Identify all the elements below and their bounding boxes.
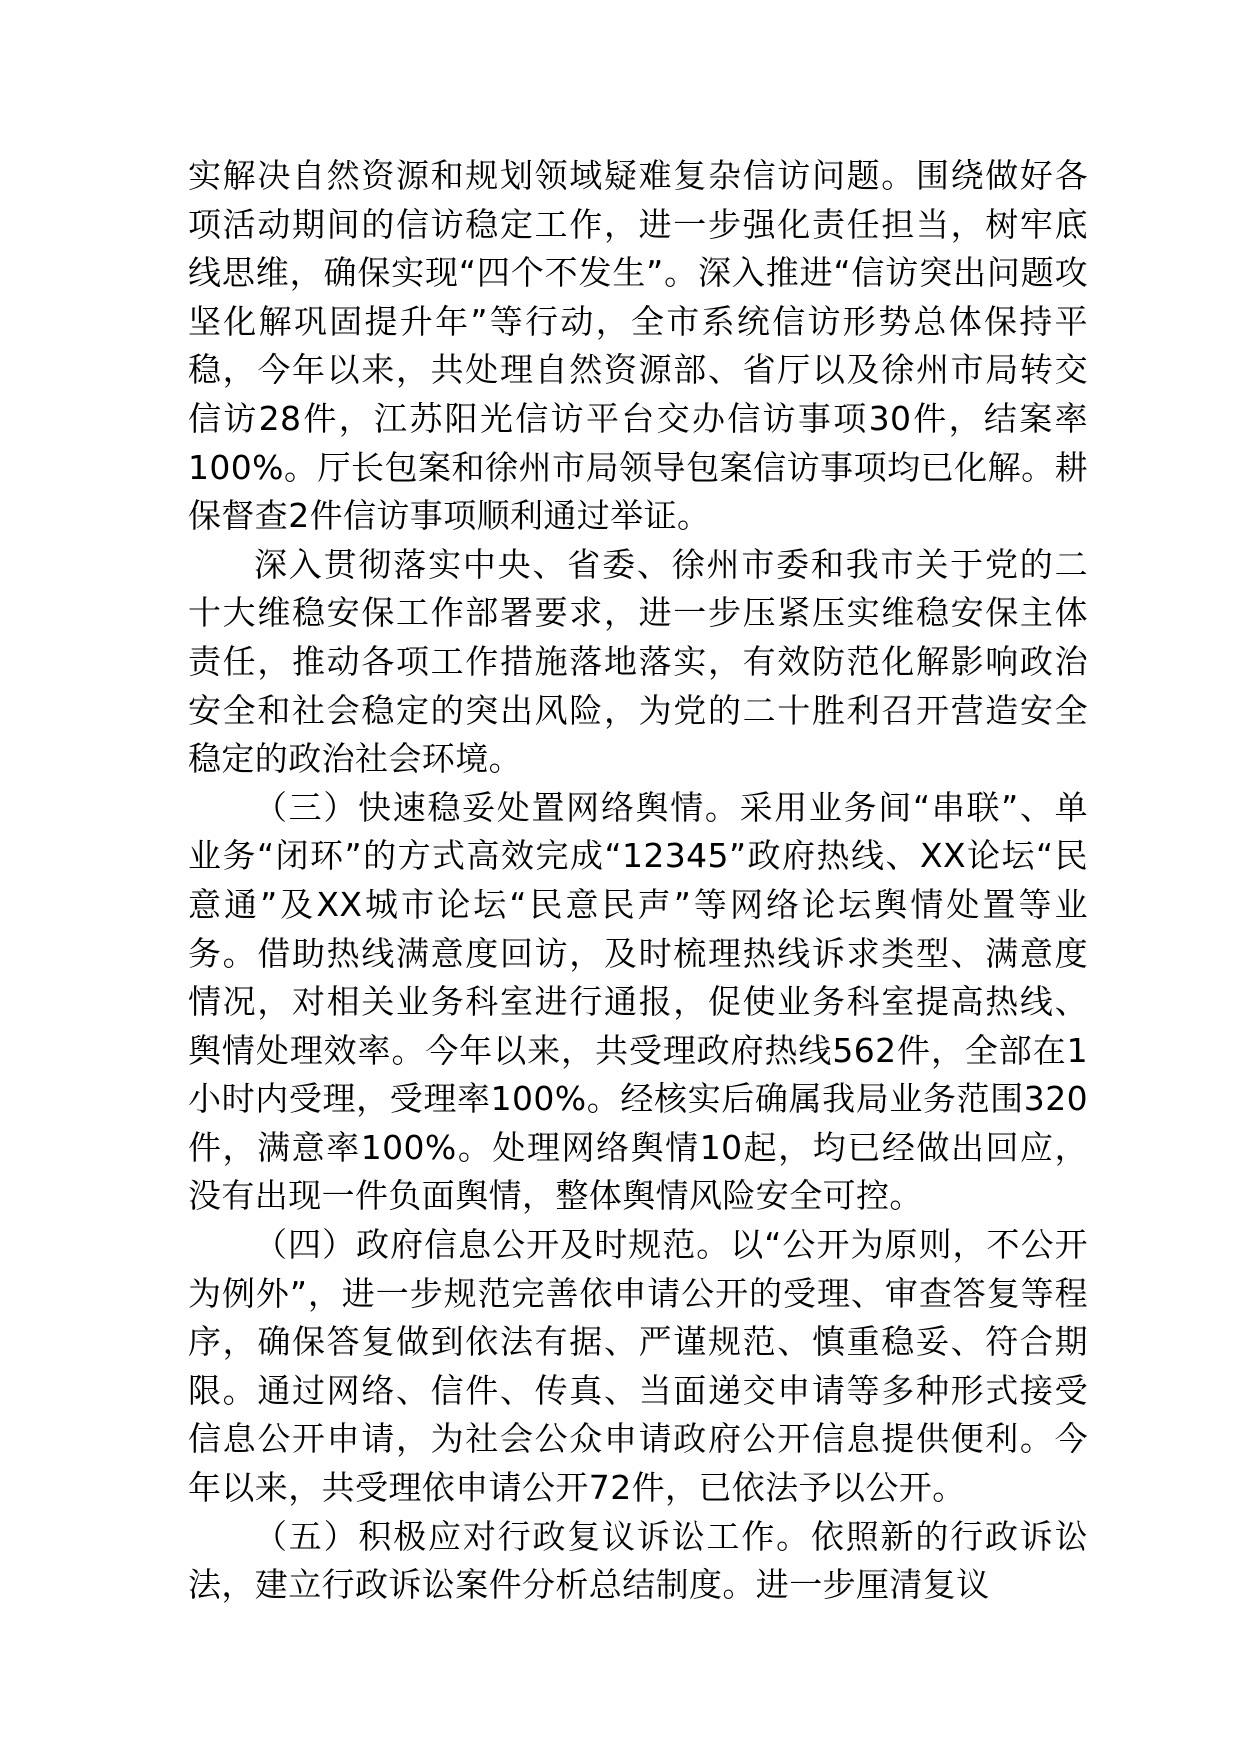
paragraph-administrative-review: （五）积极应对行政复议诉讼工作。依照新的行政诉讼法，建立行政诉讼案件分析总结制度。进一步厘清复议 <box>188 1516 1088 1605</box>
paragraph-online-public-opinion: （三）快速稳妥处置网络舆情。采用业务间“串联”、单业务“闭环”的方式高效完成“12345”政府热线、XX论坛“民意通”及XX城市论坛“民意民声”等网络论坛舆情处置等业务。借助热线满意度回访，及时梳理热线诉求类型、满意度情况，对相关业务科室进行通报，促使业务科室提高热线、舆情处理效率。今年以来，共受理政府热线562件，全部在1小时内受理，受理率100%。经核实后确属我局业务范围320件，满意率100%。处理网络舆情10起，均已经做出回应，没有出现一件负面舆情，整体舆情风险安全可控。 <box>188 787 1088 1216</box>
paragraph-information-disclosure: （四）政府信息公开及时规范。以“公开为原则，不公开为例外”，进一步规范完善依申请公开的受理、审查答复等程序，确保答复做到依法有据、严谨规范、慎重稳妥、符合期限。通过网络、信件、传真、当面递交申请等多种形式接受信息公开申请，为社会公众申请政府公开信息提供便利。今年以来，共受理依申请公开72件，已依法予以公开。 <box>188 1225 1088 1508</box>
body-text <box>188 152 1088 1610</box>
paragraph-petition-handling: 实解决自然资源和规划领域疑难复杂信访问题。围绕做好各项活动期间的信访稳定工作，进一步强化责任担当，树牢底线思维，确保实现“四个不发生”。深入推进“信访突出问题攻坚化解巩固提升年”等行动，全市系统信访形势总体保持平稳，今年以来，共处理自然资源部、省厅以及徐州市局转交信访28件，江苏阳光信访平台交办信访事项30件，结案率100%。厅长包案和徐州市局领导包案信访事项均已化解。耕保督查2件信访事项顺利通过举证。 <box>188 156 1088 536</box>
paragraph-stability-security: 深入贯彻落实中央、省委、徐州市委和我市关于党的二十大维稳安保工作部署要求，进一步压紧压实维稳安保主体责任，推动各项工作措施落地落实，有效防范化解影响政治安全和社会稳定的突出风险，为党的二十胜利召开营造安全稳定的政治社会环境。 <box>188 544 1088 779</box>
